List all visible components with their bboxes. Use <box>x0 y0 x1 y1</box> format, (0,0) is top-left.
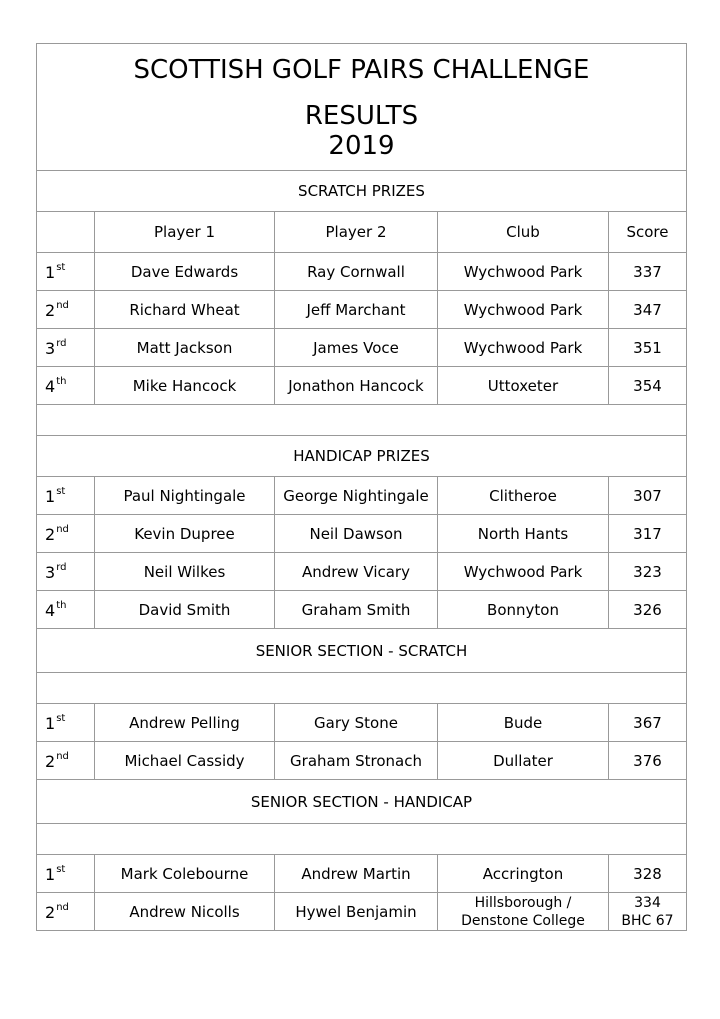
position-cell: 3rd <box>37 553 95 591</box>
score-cell: 317 <box>609 515 687 553</box>
position-cell: 2nd <box>37 742 95 780</box>
player2-cell: Graham Stronach <box>275 742 438 780</box>
page-title: SCOTTISH GOLF PAIRS CHALLENGE <box>133 55 590 85</box>
player2-cell: Gary Stone <box>275 704 438 742</box>
club-cell: Uttoxeter <box>438 367 609 405</box>
position-cell: 1st <box>37 253 95 291</box>
position-cell: 4th <box>37 367 95 405</box>
player2-cell: Jonathon Hancock <box>275 367 438 405</box>
player1-cell: Mark Colebourne <box>95 855 275 893</box>
position-cell: 4th <box>37 591 95 629</box>
player1-cell: Kevin Dupree <box>95 515 275 553</box>
header-player1: Player 1 <box>95 212 275 253</box>
club-cell: Bonnyton <box>438 591 609 629</box>
table-row <box>37 329 687 367</box>
position-cell: 1st <box>37 704 95 742</box>
score-cell: 326 <box>609 591 687 629</box>
score-cell: 307 <box>609 477 687 515</box>
player1-cell: Andrew Nicolls <box>95 893 275 931</box>
score-cell: 351 <box>609 329 687 367</box>
player2-cell: Hywel Benjamin <box>275 893 438 931</box>
position-cell: 3rd <box>37 329 95 367</box>
player2-cell: Jeff Marchant <box>275 291 438 329</box>
player1-cell: Andrew Pelling <box>95 704 275 742</box>
player2-cell: Ray Cornwall <box>275 253 438 291</box>
section-title-senior-handicap: SENIOR SECTION - HANDICAP <box>37 780 687 824</box>
player2-cell: James Voce <box>275 329 438 367</box>
position-cell: 2nd <box>37 893 95 931</box>
club-cell: Clitheroe <box>438 477 609 515</box>
score-cell: 354 <box>609 367 687 405</box>
spacer-row <box>37 824 687 855</box>
club-cell: Wychwood Park <box>438 291 609 329</box>
club-cell: Dullater <box>438 742 609 780</box>
player2-cell: George Nightingale <box>275 477 438 515</box>
club-line-1: Hillsborough / <box>474 894 572 911</box>
table-row <box>37 893 687 931</box>
spacer-row <box>37 405 687 436</box>
player1-cell: Neil Wilkes <box>95 553 275 591</box>
score-cell: 367 <box>609 704 687 742</box>
club-line-2: Denstone College <box>461 912 585 929</box>
table-row <box>37 742 687 780</box>
position-cell: 1st <box>37 855 95 893</box>
score-cell: 376 <box>609 742 687 780</box>
table-row <box>37 477 687 515</box>
player1-cell: Michael Cassidy <box>95 742 275 780</box>
position-cell: 2nd <box>37 515 95 553</box>
table-row <box>37 367 687 405</box>
table-row <box>37 855 687 893</box>
player1-cell: Matt Jackson <box>95 329 275 367</box>
column-header-row <box>37 212 687 253</box>
player1-cell: Richard Wheat <box>95 291 275 329</box>
section-title-senior-scratch: SENIOR SECTION - SCRATCH <box>37 629 687 673</box>
club-cell: Bude <box>438 704 609 742</box>
player1-cell: Dave Edwards <box>95 253 275 291</box>
year-heading: 2019 <box>328 131 395 161</box>
results-heading: RESULTS <box>304 101 419 131</box>
table-row <box>37 704 687 742</box>
table-row <box>37 515 687 553</box>
player2-cell: Neil Dawson <box>275 515 438 553</box>
score-cell: 328 <box>609 855 687 893</box>
results-table <box>36 43 687 931</box>
title-block <box>37 44 687 171</box>
score-cell <box>609 893 687 931</box>
player1-cell: Paul Nightingale <box>95 477 275 515</box>
player2-cell: Graham Smith <box>275 591 438 629</box>
header-position <box>37 212 95 253</box>
position-cell: 2nd <box>37 291 95 329</box>
club-cell: Accrington <box>438 855 609 893</box>
spacer-row <box>37 673 687 704</box>
club-cell: Wychwood Park <box>438 253 609 291</box>
table-row <box>37 253 687 291</box>
table-row <box>37 291 687 329</box>
player1-cell: David Smith <box>95 591 275 629</box>
player2-cell: Andrew Martin <box>275 855 438 893</box>
header-club: Club <box>438 212 609 253</box>
score-cell: 337 <box>609 253 687 291</box>
score-line-1: 334 <box>634 894 661 911</box>
club-cell: Wychwood Park <box>438 553 609 591</box>
score-cell: 347 <box>609 291 687 329</box>
section-title-handicap: HANDICAP PRIZES <box>37 436 687 477</box>
section-title-scratch: SCRATCH PRIZES <box>37 171 687 212</box>
score-cell: 323 <box>609 553 687 591</box>
club-cell: North Hants <box>438 515 609 553</box>
position-cell: 1st <box>37 477 95 515</box>
header-player2: Player 2 <box>275 212 438 253</box>
table-row <box>37 591 687 629</box>
table-row <box>37 553 687 591</box>
club-cell: Wychwood Park <box>438 329 609 367</box>
club-cell <box>438 893 609 931</box>
header-score: Score <box>609 212 687 253</box>
player2-cell: Andrew Vicary <box>275 553 438 591</box>
score-line-2: BHC 67 <box>621 912 674 929</box>
player1-cell: Mike Hancock <box>95 367 275 405</box>
